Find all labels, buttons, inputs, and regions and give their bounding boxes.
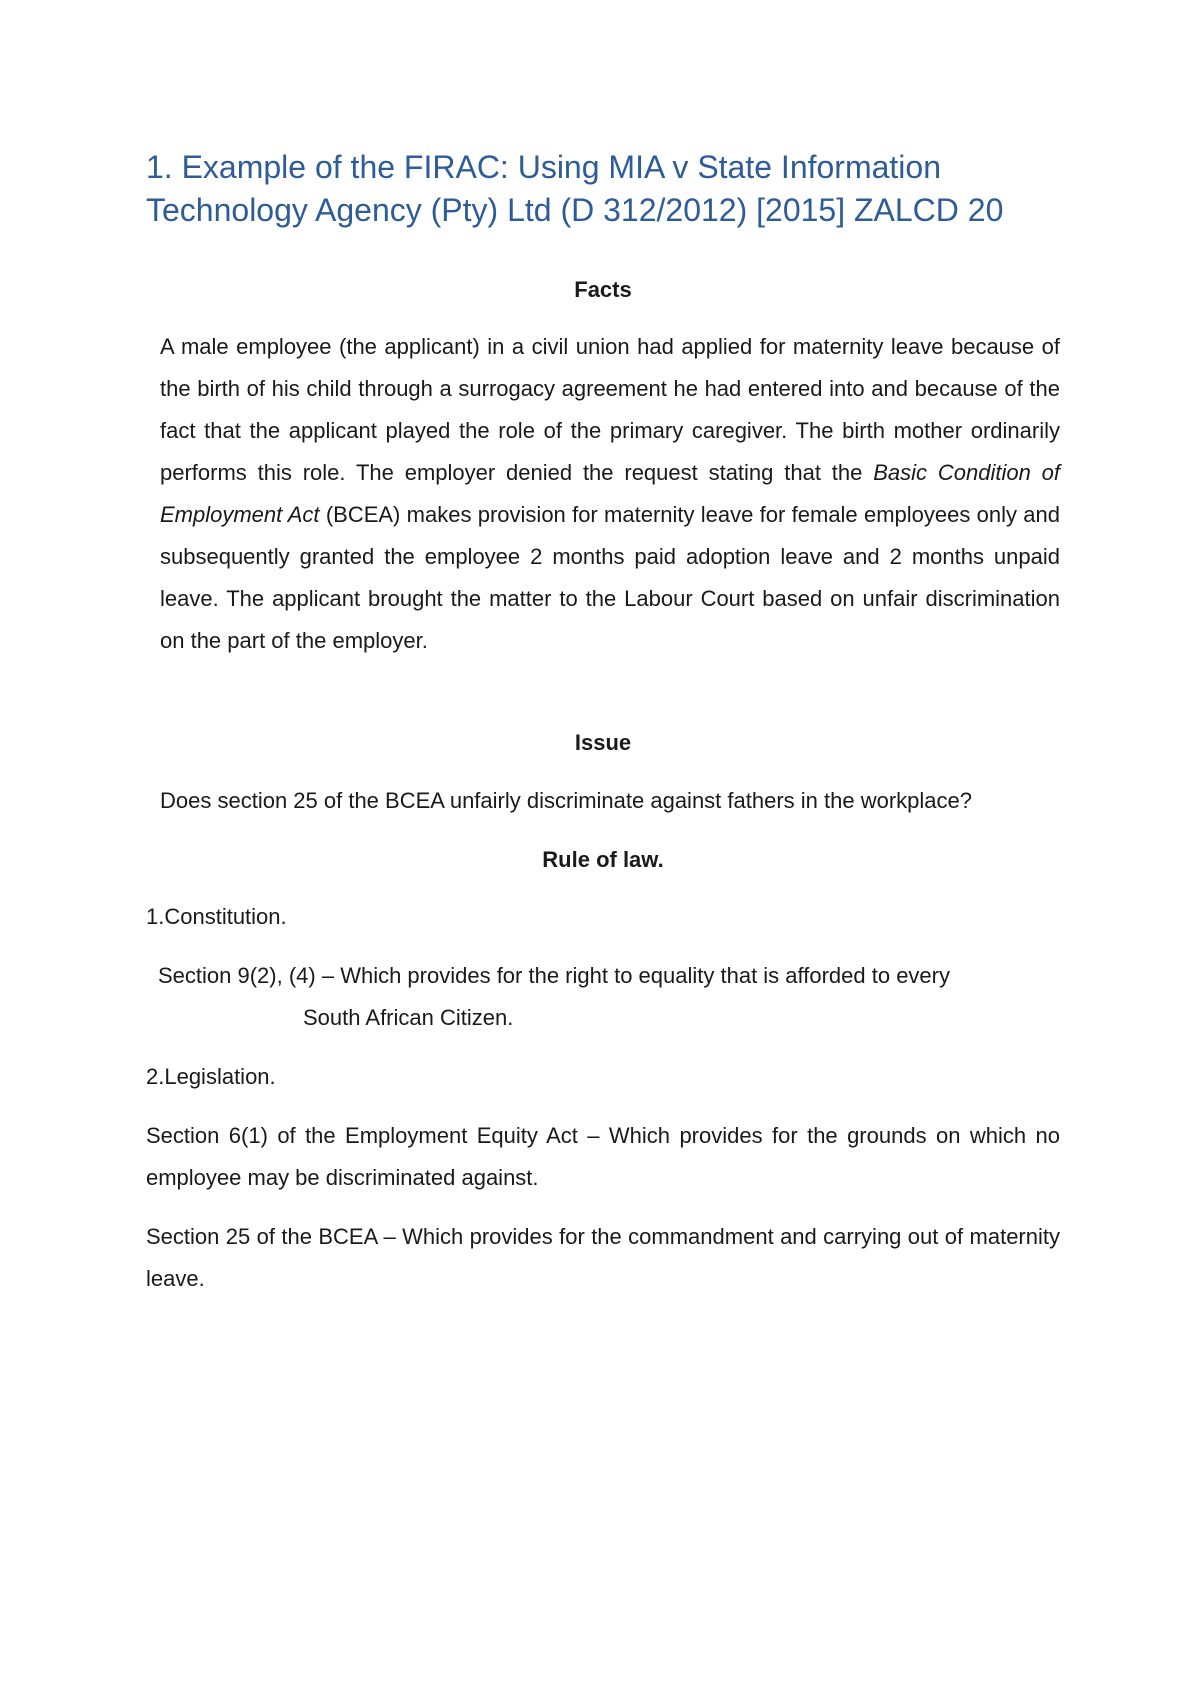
rule-of-law-heading: Rule of law. (542, 847, 664, 872)
facts-heading: Facts (574, 277, 632, 302)
document-title: 1. Example of the FIRAC: Using MIA v State Information Technology Agency (Pty) Ltd (D 312/2012) [2015] ZALCD 20 (146, 149, 1004, 228)
facts-act-name: Basic Condition of Employment Act (160, 460, 1060, 527)
legislation-item-eea: Section 6(1) of the Employment Equity Act – Which provides for the grounds on which no employee may be discriminated against. (146, 1123, 1060, 1190)
facts-paragraph (160, 326, 1060, 662)
facts-text-part1: A male employee (the applicant) in a civil union had applied for maternity leave because of the birth of his child through a surrogacy agreement he had entered into and because of the fact that the applicant played the role of the primary caregiver. The birth mother ordinarily performs this role. The employer denied the request stating that the (160, 334, 1060, 485)
issue-heading: Issue (574, 730, 632, 755)
legislation-item-bcea: Section 25 of the BCEA – Which provides for the commandment and carrying out of maternity leave. (146, 1224, 1060, 1291)
facts-text-part2: (BCEA) makes provision for maternity leave for female employees only and subsequently granted the employee 2 months paid adoption leave and 2 months unpaid leave. The applicant brought the matter to the Labour Court based on unfair discrimination on the part of the employer. (160, 502, 1060, 653)
issue-question: Does section 25 of the BCEA unfairly discriminate against fathers in the workplace? (160, 788, 972, 813)
constitution-label: 1.Constitution. (146, 904, 287, 929)
constitution-section-line2: South African Citizen. (303, 1005, 514, 1030)
constitution-section-line1: Section 9(2), (4) – Which provides for the right to equality that is afforded to every (158, 963, 950, 988)
legislation-label: 2.Legislation. (146, 1064, 276, 1089)
